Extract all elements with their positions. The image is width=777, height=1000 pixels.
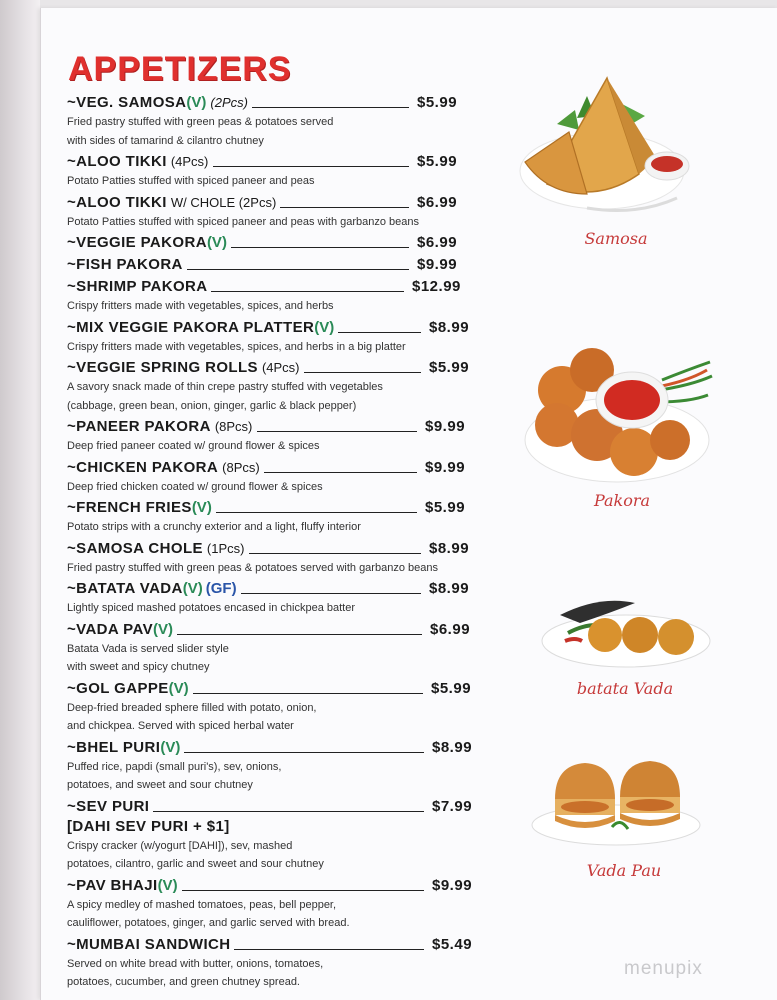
item-price: $5.99 bbox=[431, 679, 472, 697]
item-description: Deep fried paneer coated w/ ground flower & spices bbox=[67, 440, 320, 452]
item-price: $5.99 bbox=[429, 359, 470, 376]
item-description: Fried pastry stuffed with green peas & potatoes served bbox=[67, 116, 334, 128]
item-description: with sweet and spicy chutney bbox=[67, 661, 210, 673]
item-description: Deep fried chicken coated w/ ground flower & spices bbox=[67, 480, 323, 493]
menu-item-line bbox=[67, 357, 487, 378]
item-name: ~BATATA VADA bbox=[67, 580, 183, 597]
batata-vada-photo bbox=[540, 593, 712, 673]
item-quantity: (2Pcs) bbox=[210, 95, 248, 110]
item-name: ~FISH PAKORA bbox=[67, 256, 183, 273]
menu-item-line bbox=[67, 192, 487, 213]
item-price: $8.99 bbox=[429, 580, 470, 597]
item-quantity: (4Pcs) bbox=[261, 360, 300, 375]
item-quantity: (4Pcs) bbox=[170, 154, 209, 169]
menu-item-line bbox=[67, 934, 487, 955]
item-name: ~GOL GAPPE bbox=[67, 679, 169, 697]
price-leader-line bbox=[216, 512, 417, 513]
menu-item bbox=[67, 254, 487, 275]
section-title: APPETIZERS bbox=[68, 50, 292, 88]
menu-item-line bbox=[67, 457, 487, 478]
item-description: Crispy fritters made with vegetables, spices, and herbs in a big platter bbox=[67, 340, 406, 353]
price-leader-line bbox=[182, 890, 424, 891]
item-description: Lightly spiced mashed potatoes encased in chickpea batter bbox=[67, 602, 356, 614]
vegetarian-tag: (V) bbox=[168, 679, 189, 697]
menu-item-line bbox=[67, 276, 487, 297]
item-description: (cabbage, green bean, onion, ginger, garlic & black pepper) bbox=[67, 399, 357, 412]
item-description: Potato Patties stuffed with spiced paneer and peas with garbanzo beans bbox=[67, 215, 420, 228]
item-description: Potato strips with a crunchy exterior and a light, fluffy interior bbox=[67, 521, 361, 533]
menu-item-line bbox=[67, 151, 487, 172]
item-name: ~VEGGIE PAKORA bbox=[67, 234, 207, 251]
vegetarian-tag: (V) bbox=[160, 738, 181, 756]
item-price: $9.99 bbox=[425, 418, 466, 435]
vada-pav-photo bbox=[530, 757, 702, 852]
samosa-photo bbox=[517, 76, 692, 226]
menu-item bbox=[67, 92, 487, 150]
menu-item-line bbox=[67, 254, 487, 275]
item-price: $6.99 bbox=[417, 193, 458, 211]
menu-item bbox=[67, 578, 487, 618]
menu-item bbox=[67, 538, 487, 578]
item-name: ~VADA PAV bbox=[67, 620, 153, 638]
gluten-free-tag: (GF) bbox=[205, 580, 237, 597]
item-price: $6.99 bbox=[430, 620, 471, 638]
item-description: Batata Vada is served slider style bbox=[67, 642, 229, 655]
item-price: $8.99 bbox=[432, 738, 473, 756]
menu-item bbox=[67, 151, 487, 191]
price-leader-line bbox=[252, 107, 409, 108]
vegetarian-tag: (V) bbox=[152, 620, 173, 638]
item-name: ~MUMBAI SANDWICH bbox=[67, 935, 231, 953]
price-leader-line bbox=[211, 291, 404, 292]
menu-item bbox=[67, 317, 487, 357]
price-leader-line bbox=[231, 247, 409, 248]
page-left-edge bbox=[0, 0, 40, 1000]
menu-item-line bbox=[67, 796, 487, 817]
item-description: A spicy medley of mashed tomatoes, peas, bell pepper, bbox=[67, 898, 337, 911]
price-leader-line bbox=[193, 693, 423, 694]
item-price: $8.99 bbox=[429, 539, 470, 557]
price-leader-line bbox=[338, 332, 421, 333]
vegetarian-tag: (V) bbox=[182, 580, 203, 597]
price-leader-line bbox=[213, 166, 409, 167]
item-name-variant: [DAHI SEV PURI + $1] bbox=[67, 817, 230, 835]
item-name: ~CHICKEN PAKORA bbox=[67, 458, 219, 476]
item-description: Puffed rice, papdi (small puri's), sev, onions, bbox=[67, 760, 282, 773]
menu-item-line bbox=[67, 678, 487, 699]
price-leader-line bbox=[280, 207, 409, 208]
menu-item bbox=[67, 276, 487, 316]
vegetarian-tag: (V) bbox=[157, 876, 178, 894]
item-description: cauliflower, potatoes, ginger, and garlic served with bread. bbox=[67, 917, 350, 929]
item-price: $8.99 bbox=[429, 318, 470, 336]
menu-item bbox=[67, 192, 487, 232]
price-leader-line bbox=[177, 634, 422, 635]
menu-item-line bbox=[67, 497, 487, 518]
item-quantity: (8Pcs) bbox=[214, 419, 253, 434]
item-price: $9.99 bbox=[417, 256, 458, 273]
menu-item bbox=[67, 619, 487, 677]
vegetarian-tag: (V) bbox=[186, 94, 207, 111]
price-leader-line bbox=[241, 593, 421, 594]
menu-item bbox=[67, 796, 487, 874]
menu-item bbox=[67, 232, 487, 253]
vegetarian-tag: (V) bbox=[314, 318, 335, 336]
menu-item-line bbox=[67, 317, 487, 338]
item-name: ~BHEL PURI bbox=[67, 738, 161, 756]
item-price: $5.99 bbox=[417, 94, 458, 111]
item-price: $9.99 bbox=[432, 876, 473, 894]
item-description: and chickpea. Served with spiced herbal water bbox=[67, 720, 294, 732]
item-name: ~FRENCH FRIES bbox=[67, 499, 192, 516]
price-leader-line bbox=[153, 811, 424, 812]
item-description: A savory snack made of thin crepe pastry stuffed with vegetables bbox=[67, 381, 383, 393]
item-quantity: (8Pcs) bbox=[222, 459, 260, 475]
item-price: $9.99 bbox=[425, 458, 466, 476]
price-leader-line bbox=[304, 372, 421, 373]
menu-item bbox=[67, 497, 487, 537]
menu-item-line bbox=[67, 875, 487, 896]
price-leader-line bbox=[257, 431, 417, 432]
item-price: $5.99 bbox=[425, 499, 466, 516]
price-leader-line bbox=[234, 949, 424, 950]
item-price: $5.99 bbox=[417, 153, 458, 170]
item-description: Deep-fried breaded sphere filled with potato, onion, bbox=[67, 701, 317, 714]
item-name: ~VEG. SAMOSA bbox=[67, 94, 187, 111]
item-name: ~PAV BHAJI bbox=[67, 876, 158, 894]
item-name: ~SAMOSA CHOLE bbox=[67, 539, 203, 557]
price-leader-line bbox=[187, 269, 409, 270]
vegetarian-tag: (V) bbox=[191, 499, 212, 516]
item-price: $6.99 bbox=[417, 234, 458, 251]
price-leader-line bbox=[184, 752, 424, 753]
menu-item-line bbox=[67, 578, 487, 599]
item-quantity: (1Pcs) bbox=[206, 540, 245, 556]
menu-item bbox=[67, 357, 487, 415]
item-description: Crispy fritters made with vegetables, spices, and herbs bbox=[67, 300, 334, 312]
menu-item bbox=[67, 678, 487, 736]
menu-item bbox=[67, 875, 487, 933]
item-description: potatoes, and sweet and sour chutney bbox=[67, 779, 253, 791]
item-price: $7.99 bbox=[432, 797, 473, 815]
item-description: Fried pastry stuffed with green peas & potatoes served with garbanzo beans bbox=[67, 561, 438, 574]
item-description: with sides of tamarind & cilantro chutney bbox=[67, 134, 264, 147]
vegetarian-tag: (V) bbox=[206, 234, 227, 251]
item-description: potatoes, cucumber, and green chutney spread. bbox=[67, 976, 300, 988]
item-description: Crispy cracker (w/yogurt [DAHI]), sev, mashed bbox=[67, 839, 293, 852]
item-name: ~MIX VEGGIE PAKORA PLATTER bbox=[67, 318, 315, 336]
menu-item-line bbox=[67, 538, 487, 559]
pakora-caption: Pakora bbox=[593, 491, 651, 510]
item-name: ~ALOO TIKKI bbox=[67, 193, 167, 211]
menu-item-line bbox=[67, 619, 487, 640]
menu-item-list bbox=[67, 92, 487, 993]
menu-item-line bbox=[67, 232, 487, 253]
item-description: Potato Patties stuffed with spiced paneer and peas bbox=[67, 175, 315, 187]
item-name: ~SEV PURI bbox=[67, 797, 150, 815]
item-name: ~SHRIMP PAKORA bbox=[67, 278, 208, 295]
batata-vada-caption: batata Vada bbox=[576, 679, 674, 698]
pakora-photo bbox=[522, 340, 717, 490]
menu-item bbox=[67, 934, 487, 992]
menu-item-line bbox=[67, 416, 487, 437]
menu-item-line bbox=[67, 92, 487, 113]
menu-item-line bbox=[67, 737, 487, 758]
item-description: Served on white bread with butter, onions, tomatoes, bbox=[67, 957, 324, 970]
item-price: $12.99 bbox=[412, 278, 461, 295]
price-leader-line bbox=[264, 472, 417, 473]
menu-item bbox=[67, 737, 487, 795]
item-quantity: W/ CHOLE (2Pcs) bbox=[170, 194, 277, 210]
price-leader-line bbox=[249, 553, 421, 554]
samosa-caption: Samosa bbox=[584, 229, 648, 248]
menu-item bbox=[67, 457, 487, 497]
item-price: $5.49 bbox=[432, 935, 473, 953]
menu-item bbox=[67, 416, 487, 456]
item-name: ~PANEER PAKORA bbox=[67, 418, 211, 435]
watermark: menupix bbox=[624, 958, 703, 979]
item-name: ~ALOO TIKKI bbox=[67, 153, 167, 170]
item-name: ~VEGGIE SPRING ROLLS bbox=[67, 359, 258, 376]
vada-pav-caption: Vada Pau bbox=[586, 861, 662, 880]
item-description: potatoes, cilantro, garlic and sweet and sour chutney bbox=[67, 858, 324, 870]
